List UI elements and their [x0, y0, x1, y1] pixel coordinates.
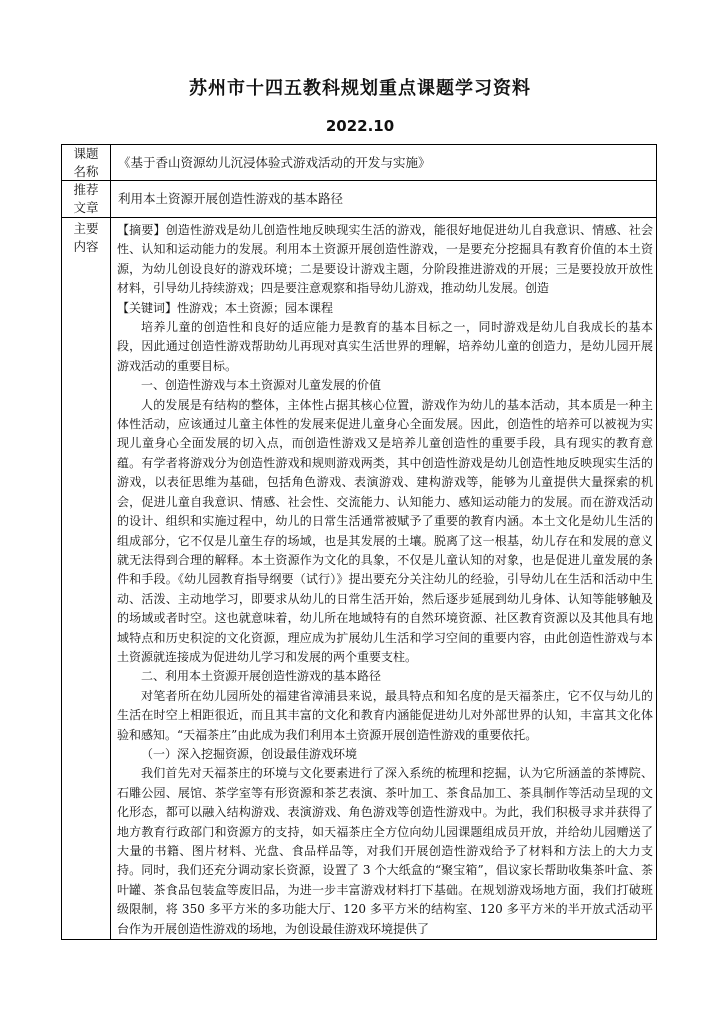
intro-paragraph: 培养儿童的创造性和良好的适应能力是教育的基本目标之一，同时游戏是幼儿自我成长的基本段，因此通过创造性游戏帮助幼儿再现对真实生活世界的理解，培养幼儿童的创造力，是幼儿园开展游戏活动的重要目标。: [117, 320, 653, 373]
main-content: [117, 221, 653, 939]
section-heading: 一、创造性游戏与本土资源对儿童发展的价值: [141, 378, 382, 393]
body-paragraph: 我们首先对天福茶庄的环境与文化要素进行了深入系统的梳理和挖掘，认为它所涵盖的茶博院、石雕公园、展馆、茶学室等有形资源和茶艺表演、茶叶加工、茶食品加工、茶具制作等活动呈现的文化形态，都可以融入结构游戏、表演游戏、角色游戏等创造性游戏中。为此，我们积极寻求并获得了地方教育行政部门和资源方的支持，如天福茶庄全方位向幼儿园课题组成员开放，并给幼儿园赠送了大量的书籍、图片材料、光盘、食品样品等，对我们开展创造性游戏给予了材料和方法上的大力支持。同时，我们还充分调动家长资源，设置了 3 个大纸盒的“聚宝箱”，倡议家长帮助收集茶叶盒、茶叶罐、茶食品包装盒等废旧品，为进一步丰富游戏材料打下基础。在规划游戏场地方面，我们打破班级限制，将 350 多平方米的多功能大厅、120 多平方米的结构室、120 多平方米的半开放式活动平台作为开展创造性游戏的场地，为创设最佳游戏环境提供了: [117, 766, 653, 936]
recommended-article-value: 利用本土资源开展创造性游戏的基本路径: [118, 191, 344, 206]
document-title: 苏州市十四五教科规划重点课题学习资料: [189, 78, 531, 99]
abstract-paragraph: 【摘要】创造性游戏是幼儿创造性地反映现实生活的游戏，能很好地促进幼儿自我意识、情感、社会性、认知和运动能力的发展。利用本土资源开展创造性游戏，一是要充分挖掘具有教育价值的本土资源，为幼儿创设良好的游戏环境；二是要设计游戏主题，分阶段推进游戏的开展；三是要投放开放性材料，引导幼儿持续游戏；四是要注意观察和指导幼儿游戏，推动幼儿发展。创造: [117, 223, 653, 296]
keywords-paragraph: 【关键词】性游戏；本土资源；园本课程: [117, 300, 334, 315]
row-label-main-content: 主要 内容: [73, 221, 99, 254]
body-paragraph: 对笔者所在幼儿园所处的福建省漳浦县来说，最具特点和知名度的是天福茶庄，它不仅与幼儿的生活在时空上相距很近，而且其丰富的文化和教育内涵能促进幼儿对外部世界的认知，丰富其文化体验和感知。“天福茶庄”由此成为我们利用本土资源开展创造性游戏的重要依托。: [117, 688, 653, 742]
row-label-topic-name: 课题 名称: [73, 146, 99, 179]
row-divider: [62, 217, 656, 218]
document-date: 2022.10: [325, 117, 395, 135]
row-label-recommended-article: 推荐 文章: [73, 182, 99, 215]
body-paragraph: 人的发展是有结构的整体，主体性占据其核心位置，游戏作为幼儿的基本活动，其本质是一种主体性活动，应该通过儿童主体性的发展来促进儿童身心全面发展。因此，创造性的培养可以被视为实现儿童身心全面发展的切入点，而创造性游戏又是培养儿童创造性的重要手段，具有现实的教育意蕴。有学者将游戏分为创造性游戏和规则游戏两类，其中创造性游戏是幼儿创造性地反映现实生活的游戏，以表征思维为基础，包括角色游戏、表演游戏、建构游戏等，能够为儿童提供大量探索的机会，促进儿童自我意识、情感、社会性、交流能力、认知能力、感知运动能力的发展。而在游戏活动的设计、组织和实施过程中，幼儿的日常生活通常被赋予了重要的教育内涵。本土文化是幼儿生活的组成部分，它不仅是儿童生存的场域，也是其发展的土壤。脱离了这一根基，幼儿存在和发展的意义就无法得到合理的解释。本土资源作为文化的具象，不仅是儿童认知的对象，也是促进儿童发展的条件和手段。《幼儿园教育指导纲要（试行）》提出要充分关注幼儿的经验，引导幼儿在生活和活动中生动、活泼、主动地学习，即要求从幼儿的日常生活开始，然后逐步延展到幼儿身体、认知等能够触及的场域或者时空。这也就意味着，幼儿所在地域特有的自然环境资源、社区教育资源以及其他具有地域特点和历史积淀的文化资源，理应成为扩展幼儿生活和学习空间的重要内容，由此创造性游戏与本土资源就连接成为促进幼儿学习和发展的两个重要支柱。: [117, 397, 653, 664]
info-table: [61, 144, 657, 940]
topic-name-value: 《基于香山资源幼儿沉浸体验式游戏活动的开发与实施》: [118, 155, 431, 170]
subsection-heading: （一）深入挖掘资源，创设最佳游戏环境: [141, 746, 358, 761]
row-divider: [62, 180, 656, 181]
section-heading: 二、利用本土资源开展创造性游戏的基本路径: [141, 669, 382, 684]
column-divider: [110, 145, 111, 939]
